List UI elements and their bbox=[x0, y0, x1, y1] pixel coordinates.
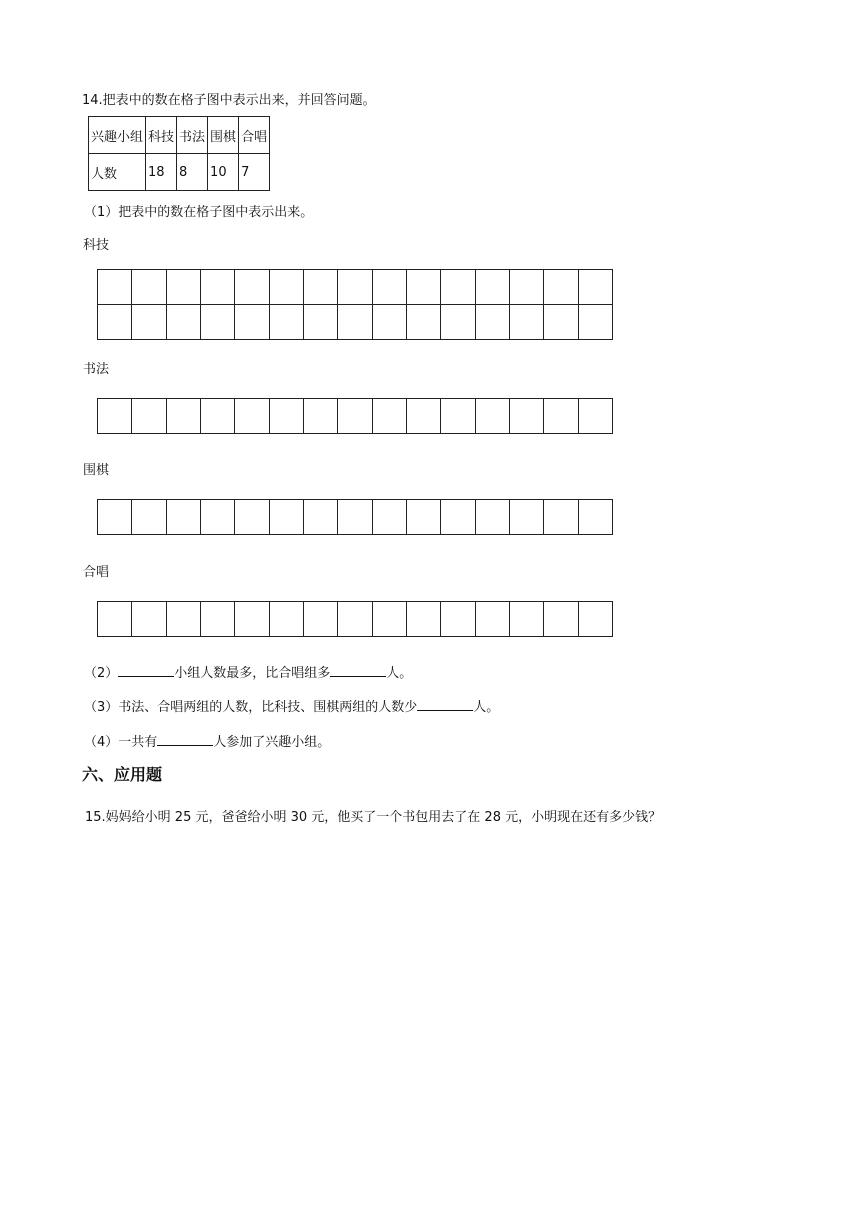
grid-cell[interactable] bbox=[579, 305, 613, 340]
grid-cell[interactable] bbox=[544, 305, 578, 340]
grid-cell[interactable] bbox=[270, 270, 304, 305]
grid-science[interactable] bbox=[97, 269, 613, 340]
grid-cell[interactable] bbox=[407, 500, 441, 535]
part-4-question bbox=[84, 731, 330, 750]
grid-cell[interactable] bbox=[373, 305, 407, 340]
table-cell: 7 bbox=[239, 154, 270, 191]
question-14-title: 14.把表中的数在格子图中表示出来，并回答问题。 bbox=[82, 93, 376, 108]
grid-cell[interactable] bbox=[235, 399, 269, 434]
answer-blank[interactable] bbox=[330, 664, 386, 677]
grid-cell[interactable] bbox=[544, 602, 578, 637]
grid-cell[interactable] bbox=[441, 399, 475, 434]
grid-cell[interactable] bbox=[544, 500, 578, 535]
grid-cell[interactable] bbox=[476, 399, 510, 434]
grid-cell[interactable] bbox=[544, 270, 578, 305]
grid-cell[interactable] bbox=[338, 399, 372, 434]
grid-chorus[interactable] bbox=[97, 601, 613, 637]
section-6-title: 六、应用题 bbox=[82, 765, 163, 784]
grid-cell[interactable] bbox=[132, 305, 166, 340]
grid-cell[interactable] bbox=[510, 602, 544, 637]
table-row bbox=[89, 154, 270, 191]
grid-cell[interactable] bbox=[132, 270, 166, 305]
grid-cell[interactable] bbox=[132, 500, 166, 535]
table-cell: 10 bbox=[208, 154, 239, 191]
grid-cell[interactable] bbox=[338, 305, 372, 340]
grid-cell[interactable] bbox=[441, 500, 475, 535]
grid-cell[interactable] bbox=[167, 399, 201, 434]
grid-cell[interactable] bbox=[407, 602, 441, 637]
grid-cell[interactable] bbox=[510, 500, 544, 535]
grid-cell[interactable] bbox=[98, 305, 132, 340]
grid-cell[interactable] bbox=[235, 500, 269, 535]
grid-cell[interactable] bbox=[338, 602, 372, 637]
table-cell: 围棋 bbox=[208, 117, 239, 154]
grid-cell[interactable] bbox=[201, 305, 235, 340]
grid-cell[interactable] bbox=[167, 500, 201, 535]
grid-cell[interactable] bbox=[373, 270, 407, 305]
grid-cell[interactable] bbox=[167, 270, 201, 305]
grid-cell[interactable] bbox=[441, 305, 475, 340]
table-cell: 书法 bbox=[177, 117, 208, 154]
grid-cell[interactable] bbox=[270, 305, 304, 340]
grid-cell[interactable] bbox=[304, 305, 338, 340]
grid-cell[interactable] bbox=[304, 602, 338, 637]
grid-cell[interactable] bbox=[476, 500, 510, 535]
grid-cell[interactable] bbox=[201, 270, 235, 305]
grid-cell[interactable] bbox=[270, 500, 304, 535]
table-cell: 人数 bbox=[89, 154, 146, 191]
grid-label-chorus: 合唱 bbox=[83, 565, 110, 580]
grid-cell[interactable] bbox=[98, 270, 132, 305]
grid-calligraphy[interactable] bbox=[97, 398, 613, 434]
grid-cell[interactable] bbox=[98, 500, 132, 535]
grid-cell[interactable] bbox=[441, 602, 475, 637]
grid-cell[interactable] bbox=[373, 399, 407, 434]
part-3-question bbox=[84, 696, 499, 715]
grid-cell[interactable] bbox=[510, 399, 544, 434]
part-2-mid: 小组人数最多，比合唱组多 bbox=[174, 666, 331, 681]
part-4-suffix: 人参加了兴趣小组。 bbox=[213, 735, 331, 750]
grid-label-calligraphy: 书法 bbox=[83, 362, 110, 377]
grid-cell[interactable] bbox=[338, 270, 372, 305]
part-2-prefix: （2） bbox=[84, 666, 119, 681]
grid-cell[interactable] bbox=[132, 399, 166, 434]
interest-group-table bbox=[88, 116, 270, 191]
table-cell: 科技 bbox=[146, 117, 177, 154]
grid-cell[interactable] bbox=[235, 305, 269, 340]
grid-cell[interactable] bbox=[304, 500, 338, 535]
table-header-row bbox=[89, 117, 270, 154]
grid-cell[interactable] bbox=[476, 305, 510, 340]
table-cell: 8 bbox=[177, 154, 208, 191]
grid-cell[interactable] bbox=[270, 602, 304, 637]
grid-cell[interactable] bbox=[476, 602, 510, 637]
grid-cell[interactable] bbox=[167, 602, 201, 637]
part-1-instruction: （1）把表中的数在格子图中表示出来。 bbox=[84, 205, 314, 220]
grid-cell[interactable] bbox=[407, 305, 441, 340]
grid-cell[interactable] bbox=[407, 399, 441, 434]
grid-cell[interactable] bbox=[579, 602, 613, 637]
part-2-suffix: 人。 bbox=[386, 666, 413, 681]
part-3-prefix: （3）书法、合唱两组的人数，比科技、围棋两组的人数少 bbox=[84, 700, 418, 715]
grid-cell[interactable] bbox=[201, 500, 235, 535]
part-3-suffix: 人。 bbox=[473, 700, 500, 715]
grid-cell[interactable] bbox=[579, 500, 613, 535]
grid-cell[interactable] bbox=[270, 399, 304, 434]
grid-cell[interactable] bbox=[476, 270, 510, 305]
grid-cell[interactable] bbox=[132, 602, 166, 637]
grid-cell[interactable] bbox=[235, 270, 269, 305]
answer-blank[interactable] bbox=[417, 698, 473, 711]
grid-cell[interactable] bbox=[98, 399, 132, 434]
answer-blank[interactable] bbox=[118, 664, 174, 677]
grid-cell[interactable] bbox=[441, 270, 475, 305]
question-15-text: 15.妈妈给小明 25 元，爸爸给小明 30 元，他买了一个书包用去了在 28 元，小明现在还有多少钱？ bbox=[85, 810, 662, 825]
grid-cell[interactable] bbox=[338, 500, 372, 535]
grid-cell[interactable] bbox=[201, 602, 235, 637]
part-4-prefix: （4）一共有 bbox=[84, 735, 158, 750]
grid-cell[interactable] bbox=[510, 270, 544, 305]
grid-label-go: 围棋 bbox=[83, 463, 110, 478]
grid-cell[interactable] bbox=[579, 270, 613, 305]
part-2-question bbox=[84, 662, 412, 681]
table-cell: 合唱 bbox=[239, 117, 270, 154]
table-cell: 18 bbox=[146, 154, 177, 191]
grid-cell[interactable] bbox=[579, 399, 613, 434]
grid-cell[interactable] bbox=[373, 500, 407, 535]
grid-cell[interactable] bbox=[167, 305, 201, 340]
grid-cell[interactable] bbox=[201, 399, 235, 434]
grid-label-science: 科技 bbox=[83, 238, 110, 253]
answer-blank[interactable] bbox=[157, 733, 213, 746]
grid-cell[interactable] bbox=[304, 270, 338, 305]
grid-cell[interactable] bbox=[304, 399, 338, 434]
grid-cell[interactable] bbox=[235, 602, 269, 637]
grid-cell[interactable] bbox=[98, 602, 132, 637]
table-cell: 兴趣小组 bbox=[89, 117, 146, 154]
grid-cell[interactable] bbox=[407, 270, 441, 305]
grid-go[interactable] bbox=[97, 499, 613, 535]
grid-cell[interactable] bbox=[510, 305, 544, 340]
grid-cell[interactable] bbox=[373, 602, 407, 637]
grid-cell[interactable] bbox=[544, 399, 578, 434]
